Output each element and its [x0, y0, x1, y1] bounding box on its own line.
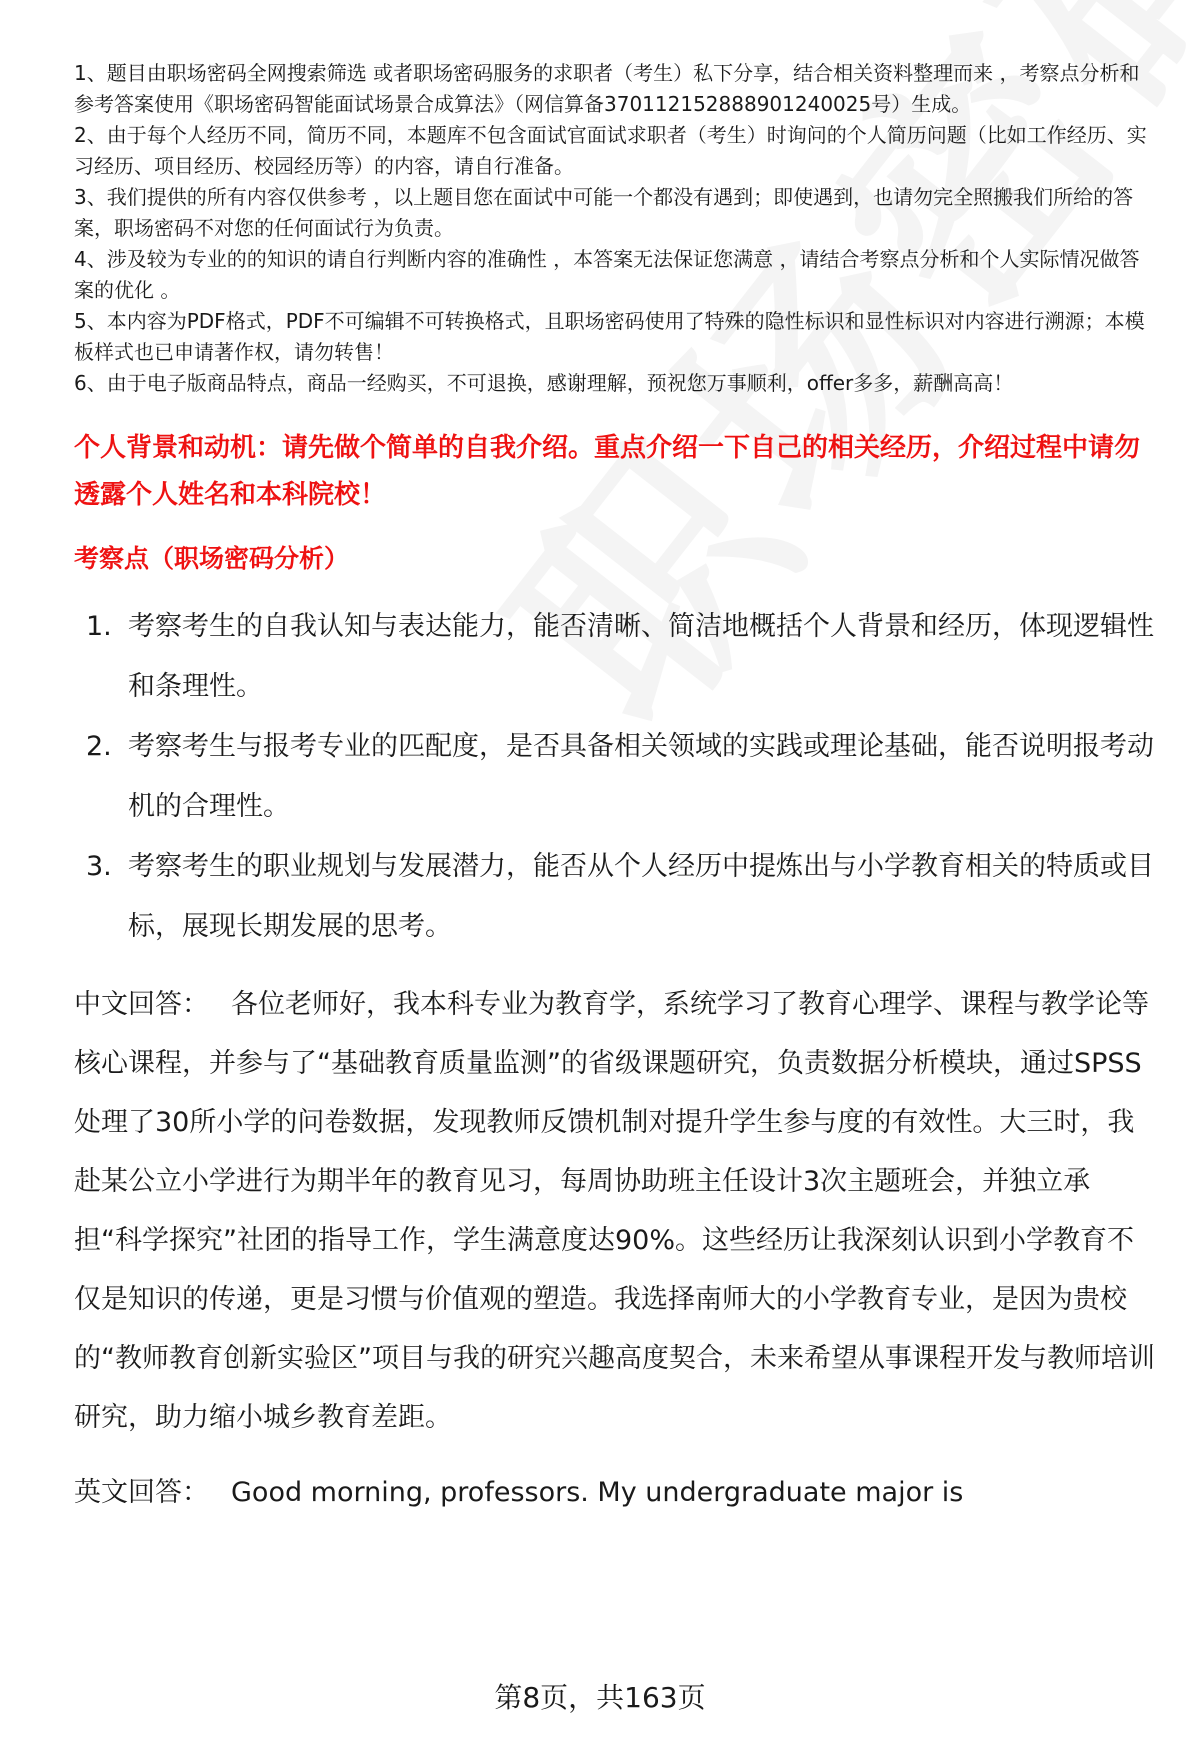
question-heading: 个人背景和动机：请先做个简单的自我介绍。重点介绍一下自己的相关经历，介绍过程中请勿透露个人姓名和本科院校！ [74, 433, 1141, 510]
notice-block [74, 58, 1156, 399]
notice-item-4: 4、涉及较为专业的的知识的请自行判断内容的准确性 ，本答案无法保证您满意 ，请结合考察点分析和个人实际情况做答案的优化 。 [74, 247, 1140, 302]
analysis-points [74, 597, 1156, 957]
notice-item-1: 1、题目由职场密码全网搜索筛选 或者职场密码服务的求职者（考生）私下分享，结合相关资料整理而来 ，考察点分析和参考答案使用《职场密码智能面试场景合成算法》（网信算备370112152888901240025号）生成。 [74, 61, 1140, 116]
page-number: 第8页，共163页 [494, 1681, 706, 1714]
point-number: 1. [86, 611, 112, 642]
notice-item-5: 5、本内容为PDF格式，PDF不可编辑不可转换格式，且职场密码使用了特殊的隐性标识和显性标识对内容进行溯源；本模板样式也已申请著作权，请勿转售！ [74, 309, 1145, 364]
chinese-answer-label: 中文回答： [74, 989, 209, 1020]
point-text: 考察考生与报考专业的匹配度，是否具备相关领域的实践或理论基础，能否说明报考动机的合理性。 [128, 731, 1154, 822]
notice-item-3: 3、我们提供的所有内容仅供参考 ，以上题目您在面试中可能一个都没有遇到；即使遇到，也请勿完全照搬我们所给的答案，职场密码不对您的任何面试行为负责。 [74, 185, 1134, 240]
document-page [74, 58, 1156, 1522]
notice-item-2: 2、由于每个人经历不同，简历不同，本题库不包含面试官面试求职者（考生）时询问的个人简历问题（比如工作经历、实习经历、项目经历、校园经历等）的内容，请自行准备。 [74, 123, 1147, 178]
english-answer-text: Good morning, professors. My undergraduate major is [231, 1477, 964, 1508]
analysis-point [74, 717, 1156, 837]
notice-item-6: 6、由于电子版商品特点，商品一经购买，不可退换，感谢理解，预祝您万事顺利，offer多多，薪酬高高！ [74, 371, 1014, 395]
english-answer-label: 英文回答： [74, 1477, 209, 1508]
chinese-answer [74, 975, 1156, 1447]
analysis-point [74, 597, 1156, 717]
analysis-title: 考察点（职场密码分析） [74, 544, 350, 573]
english-answer [74, 1463, 1156, 1522]
analysis-point [74, 837, 1156, 957]
point-text: 考察考生的自我认知与表达能力，能否清晰、简洁地概括个人背景和经历，体现逻辑性和条理性。 [128, 611, 1154, 702]
point-number: 3. [86, 851, 112, 882]
chinese-answer-text: 各位老师好，我本科专业为教育学，系统学习了教育心理学、课程与教学论等核心课程，并参与了“基础教育质量监测”的省级课题研究，负责数据分析模块，通过SPSS处理了30所小学的问卷数据，发现教师反馈机制对提升学生参与度的有效性。大三时，我赴某公立小学进行为期半年的教育见习，每周协助班主任设计3次主题班会，并独立承担“科学探究”社团的指导工作，学生满意度达90%。这些经历让我深刻认识到小学教育不仅是知识的传递，更是习惯与价值观的塑造。我选择南师大的小学教育专业，是因为贵校的“教师教育创新实验区”项目与我的研究兴趣高度契合，未来希望从事课程开发与教师培训研究，助力缩小城乡教育差距。 [74, 989, 1155, 1433]
point-number: 2. [86, 731, 112, 762]
point-text: 考察考生的职业规划与发展潜力，能否从个人经历中提炼出与小学教育相关的特质或目标，展现长期发展的思考。 [128, 851, 1154, 942]
